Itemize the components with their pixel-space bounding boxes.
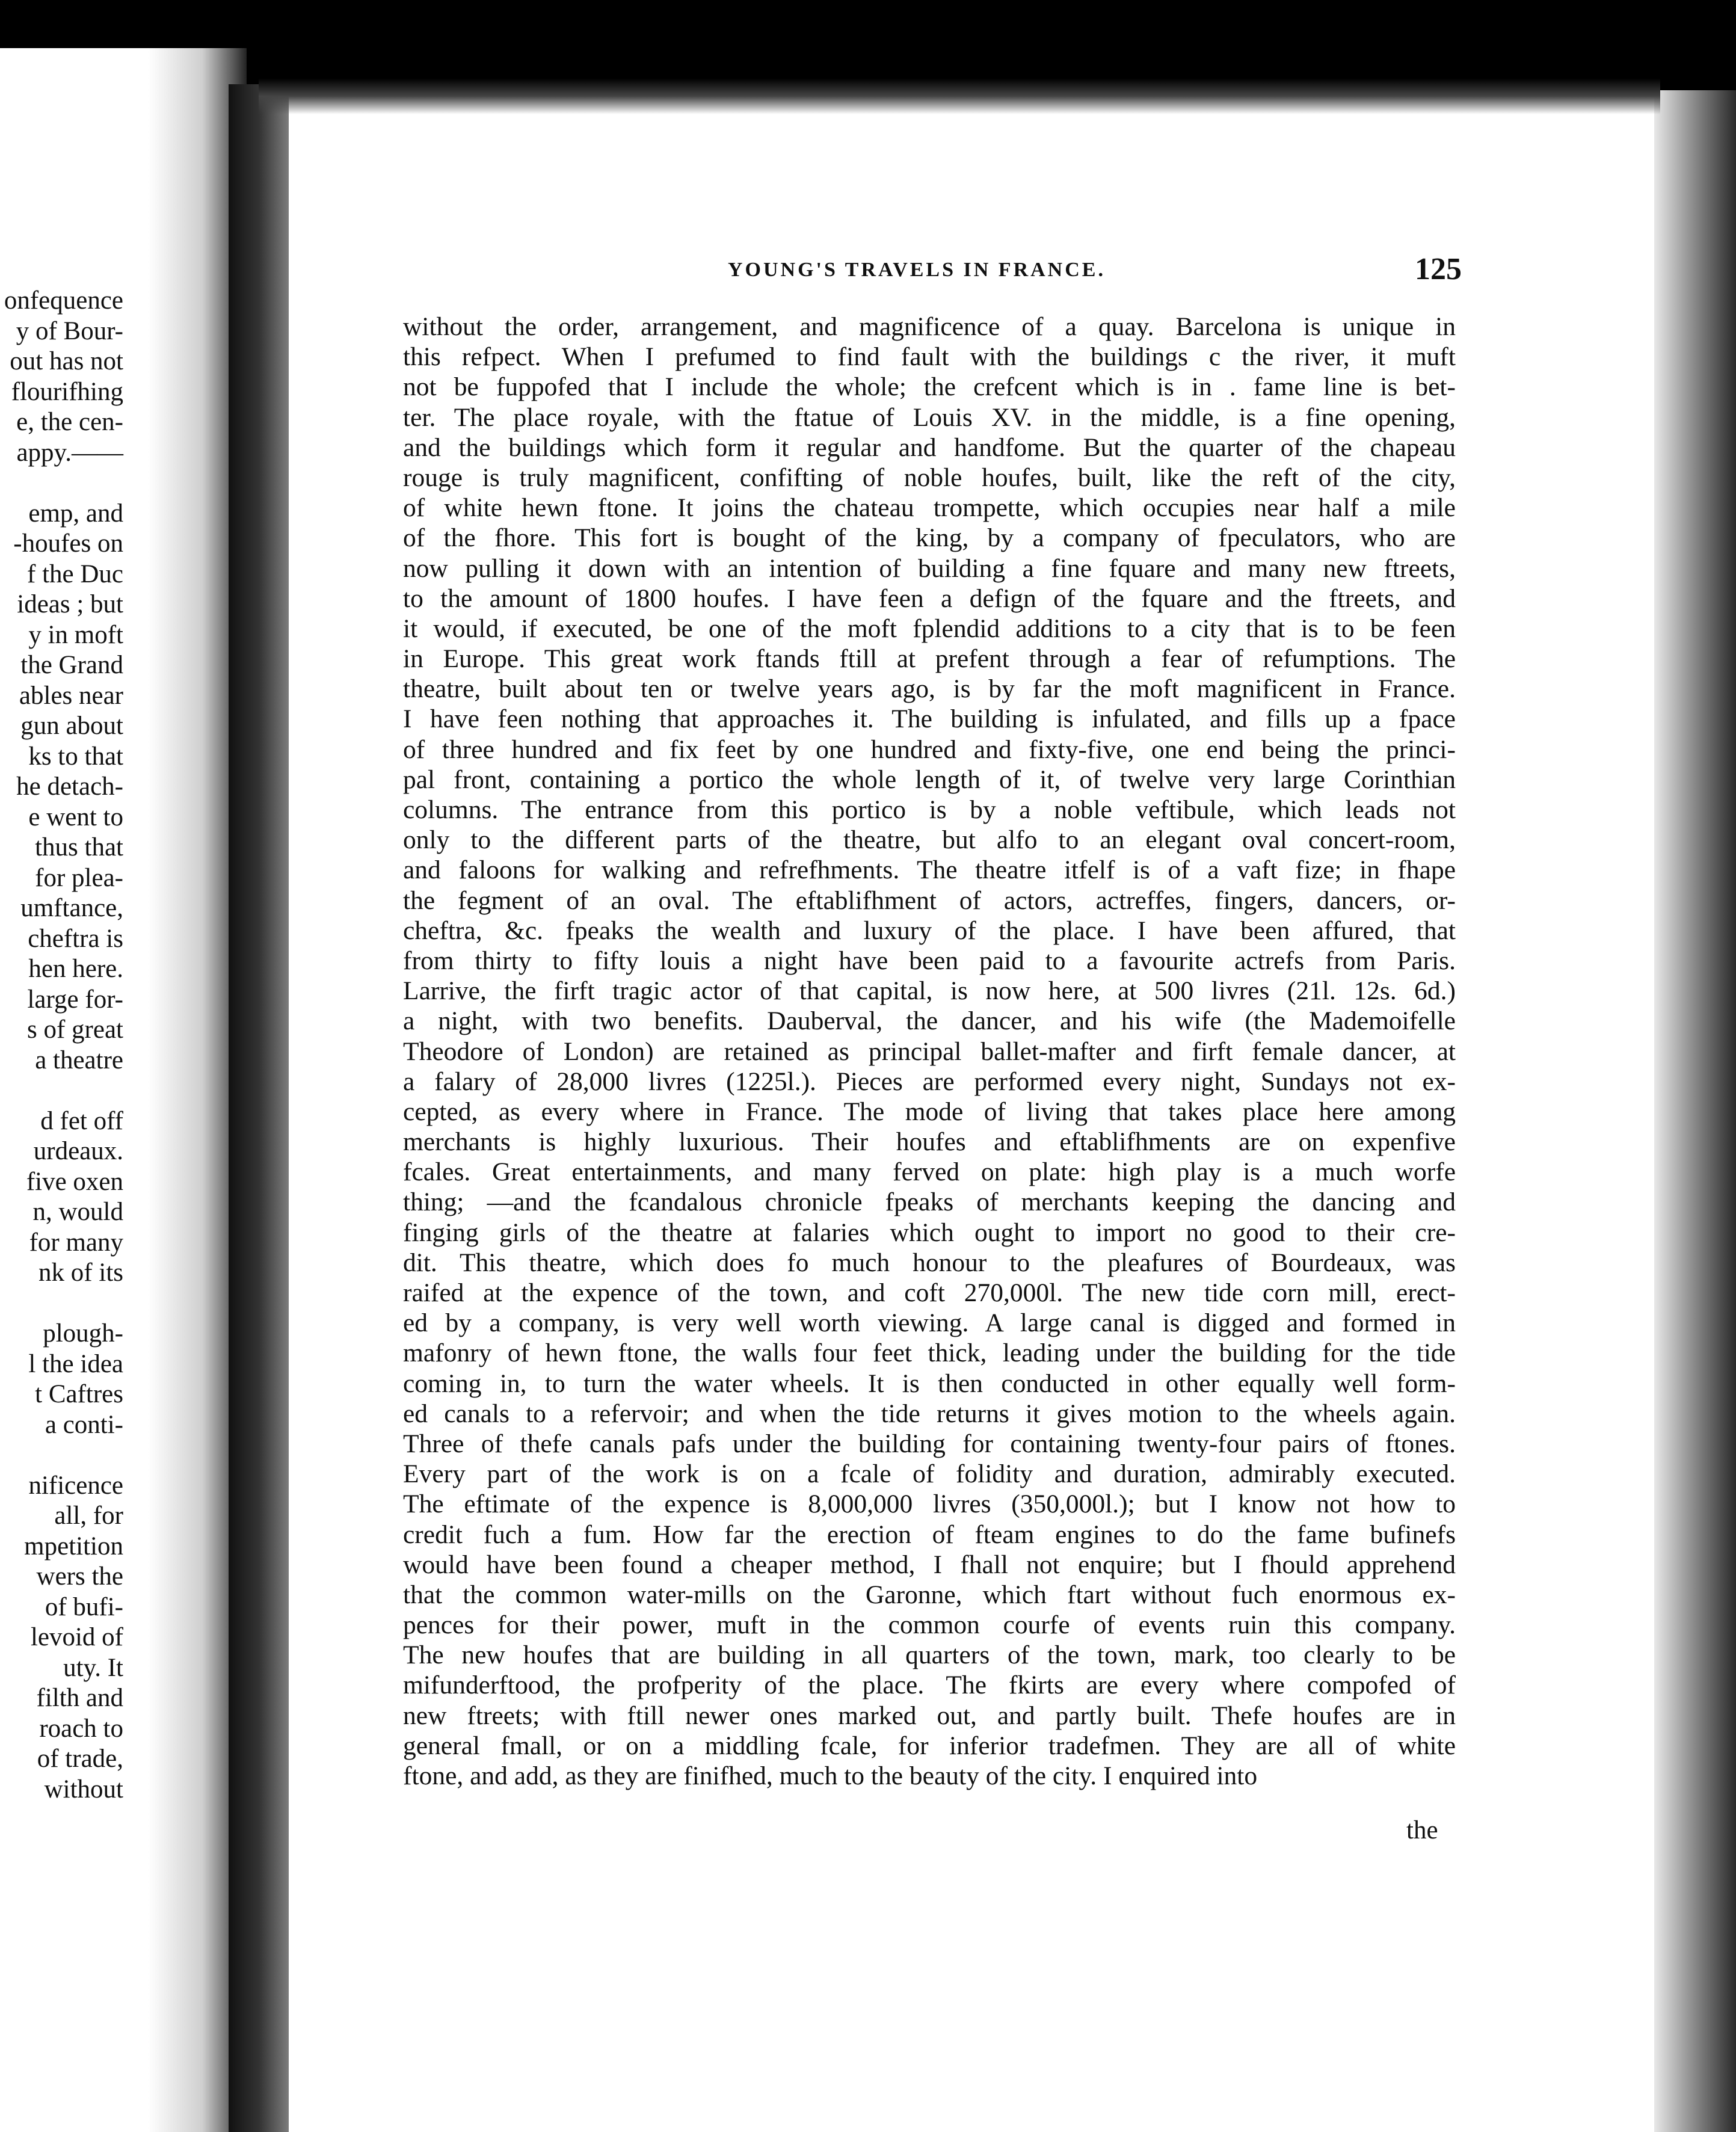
left-page-line: emp, and (28, 499, 123, 528)
text-line: not be fuppofed that I include the whole; the crefcent which is in . fame line is bet- (403, 372, 1456, 402)
page-edge-shadow (1654, 90, 1736, 2132)
text-line: credit fuch a fum. How far the erection of fteam engines to do the fame bufinefs (403, 1520, 1456, 1549)
text-line: the fegment of an oval. The eftablifhment of actors, actreffes, fingers, dancers, or- (403, 886, 1456, 915)
text-line: The new houfes that are building in all quarters of the town, mark, too clearly to be (403, 1641, 1456, 1670)
left-page-line: levoid of (30, 1623, 123, 1651)
text-line: merchants is highly luxurious. Their houfes and eftablifhments are on expenfive (403, 1127, 1456, 1157)
text-line: without the order, arrangement, and magnificence of a quay. Barcelona is unique in (403, 312, 1456, 341)
left-page-line: for plea- (35, 863, 123, 892)
left-page-line (0, 1289, 123, 1319)
left-page-line: a theatre (35, 1046, 123, 1074)
left-page-line: a conti- (45, 1410, 123, 1439)
left-page-line: l the idea (28, 1349, 123, 1378)
text-line: coming in, to turn the water wheels. It is then conducted in other equally well form- (403, 1369, 1456, 1398)
text-line: The eftimate of the expence is 8,000,000 livres (350,000l.); but I know not how to (403, 1490, 1456, 1519)
text-line: ter. The place royale, with the ftatue of Louis XV. in the middle, is a fine opening, (403, 402, 1456, 432)
left-page-line: nificence (28, 1471, 123, 1500)
text-line: pal front, containing a portico the whole length of it, of twelve very large Corinthian (403, 765, 1456, 794)
left-page-line (0, 1440, 123, 1471)
left-page-line: of bufi- (45, 1592, 123, 1621)
left-page-line: uty. It (63, 1653, 123, 1682)
text-line: to the amount of 1800 houfes. I have feen a defign of the fquare and the ftreets, and (403, 584, 1456, 613)
text-line: general fmall, or on a middling fcale, for inferior tradefmen. They are all of white (403, 1731, 1456, 1760)
left-page-line: out has not (10, 347, 123, 375)
text-line: thing; —and the fcandalous chronicle fpeaks of merchants keeping the dancing and (403, 1188, 1456, 1217)
text-line: dit. This theatre, which does fo much honour to the pleafures of Bourdeaux, was (403, 1248, 1456, 1277)
left-page-line: five oxen (26, 1167, 123, 1196)
text-line: fcales. Great entertainments, and many ferved on plate: high play is a much worfe (403, 1157, 1456, 1187)
text-line: and the buildings which form it regular and handfome. But the quarter of the chapeau (403, 433, 1456, 462)
left-page-line: thus that (35, 833, 123, 861)
left-page-line: for many (29, 1228, 123, 1257)
catchword: the (1406, 1816, 1438, 1844)
text-line: cepted, as every where in France. The mode of living that takes place here among (403, 1097, 1456, 1126)
left-page-line: s of great (27, 1015, 123, 1044)
left-page-line: he detach- (16, 772, 123, 801)
left-page-line: wers the (36, 1562, 123, 1591)
text-line: Larrive, the firft tragic actor of that capital, is now here, at 500 livres (21l. 12s. 6d.) (403, 976, 1456, 1006)
text-line: only to the different parts of the theatre, but alfo to an elegant oval concert-room, (403, 825, 1456, 855)
text-line: new ftreets; with ftill newer ones marked out, and partly built. Thefe houfes are in (403, 1701, 1456, 1730)
left-page-line: umftance, (20, 894, 123, 922)
text-line: a falary of 28,000 livres (1225l.). Pieces are performed every night, Sundays not ex- (403, 1067, 1456, 1096)
running-head: YOUNG'S TRAVELS IN FRANCE. (728, 259, 1106, 281)
left-page-line: without (44, 1775, 123, 1804)
text-line: now pulling it down with an intention of building a fine fquare and many new ftreets, (403, 553, 1456, 583)
text-line: mafonry of hewn ftone, the walls four feet thick, leading under the building for the tide (403, 1339, 1456, 1368)
left-page-line: large for- (27, 985, 123, 1014)
left-page-line: t Caftres (35, 1380, 123, 1408)
text-line: mifunderftood, the profperity of the place. The fkirts are every where compofed of (403, 1671, 1456, 1700)
left-page-line: the Grand (20, 651, 123, 679)
text-line: I have feen nothing that approaches it. The building is infulated, and fills up a fpace (403, 704, 1456, 734)
left-page-line: mpetition (24, 1532, 123, 1560)
text-line: raifed at the expence of the town, and coft 270,000l. The new tide corn mill, erect- (403, 1278, 1456, 1307)
text-line: ftone, and add, as they are finifhed, much to the beauty of the city. I enquired into (403, 1761, 1258, 1790)
text-line: Every part of the work is on a fcale of folidity and duration, admirably executed. (403, 1459, 1456, 1489)
left-page-line: -houfes on (13, 529, 123, 558)
text-line: of the fhore. This fort is bought of the king, by a company of fpeculators, who are (403, 523, 1456, 553)
text-line: in Europe. This great work ftands ftill at prefent through a fear of refumptions. The (403, 644, 1456, 674)
text-line: rouge is truly magnificent, confifting of noble houfes, built, like the reft of the city, (403, 463, 1456, 492)
left-facing-page (0, 48, 247, 2132)
left-page-line: y of Bour- (16, 316, 123, 345)
text-line: of white hewn ftone. It joins the chateau trompette, which occupies near half a mile (403, 493, 1456, 523)
left-page-line: of trade, (37, 1745, 123, 1773)
text-line: it would, if executed, be one of the moft fplendid additions to a city that is to be feen (403, 614, 1456, 643)
text-line: ed canals to a refervoir; and when the tide returns it gives motion to the wheels again. (403, 1399, 1456, 1428)
text-line: from thirty to fifty louis a night have been paid to a favourite actrefs from Paris. (403, 946, 1456, 975)
text-line: columns. The entrance from this portico is by a noble veftibule, which leads not (403, 795, 1456, 824)
text-line: ed by a company, is very well worth viewing. A large canal is digged and formed in (403, 1308, 1456, 1338)
left-page-line (0, 1076, 123, 1106)
left-page-line: y in moft (28, 620, 123, 649)
left-page-line: roach to (39, 1714, 123, 1743)
left-page-line: gun about (20, 712, 123, 740)
left-page-text (0, 286, 123, 1805)
left-page-line: ks to that (28, 742, 123, 771)
top-edge-shadow (259, 78, 1660, 114)
left-page-line: cheftra is (28, 924, 123, 953)
left-page-line: flourifhing (11, 377, 123, 406)
text-line: theatre, built about ten or twelve years ago, is by far the moft magnificent in France. (403, 674, 1456, 704)
left-page-line: n, would (32, 1198, 123, 1226)
left-page-line: filth and (36, 1684, 123, 1712)
left-page-line: nk of its (38, 1259, 123, 1287)
left-page-line: d fet off (40, 1106, 123, 1135)
left-page-line: e, the cen- (16, 408, 123, 436)
left-page-line: onfequence (4, 286, 123, 315)
text-line: Theodore of London) are retained as principal ballet-mafter and firft female dancer, at (403, 1037, 1456, 1066)
left-page-line: ideas ; but (17, 590, 123, 618)
left-page-line: f the Duc (27, 559, 123, 588)
text-line: finging girls of the theatre at falaries which ought to import no good to their cre- (403, 1218, 1456, 1247)
left-page-line: urdeaux. (33, 1137, 123, 1165)
left-page-line: appy.—— (16, 438, 123, 467)
text-line: pences for their power, muft in the common courfe of events ruin this company. (403, 1610, 1456, 1640)
left-page-line: plough- (43, 1319, 123, 1348)
text-line: and faloons for walking and refrefhments. The theatre itfelf is of a vaft fize; in fhape (403, 855, 1456, 885)
left-page-line: hen here. (28, 955, 123, 983)
left-page-line: e went to (28, 803, 123, 831)
text-line: a night, with two benefits. Dauberval, the dancer, and his wife (the Mademoifelle (403, 1006, 1456, 1036)
text-line: of three hundred and fix feet by one hundred and fixty-five, one end being the princi- (403, 735, 1456, 764)
text-line: Three of thefe canals pafs under the building for containing twenty-four pairs of ftones. (403, 1429, 1456, 1458)
left-page-line: ables near (19, 681, 123, 710)
text-line: would have been found a cheaper method, I fhall not enquire; but I fhould apprehend (403, 1550, 1456, 1579)
left-page-line: all, for (54, 1502, 123, 1530)
body-text (403, 312, 1456, 1791)
text-line: cheftra, &c. fpeaks the wealth and luxury of the place. I have been affured, that (403, 916, 1456, 945)
left-page-line (0, 468, 123, 499)
text-line: that the common water-mills on the Garonne, which ftart without fuch enormous ex- (403, 1580, 1456, 1609)
text-line: this refpect. When I prefumed to find fault with the buildings c the river, it muft (403, 342, 1456, 372)
page-number: 125 (1415, 252, 1462, 286)
